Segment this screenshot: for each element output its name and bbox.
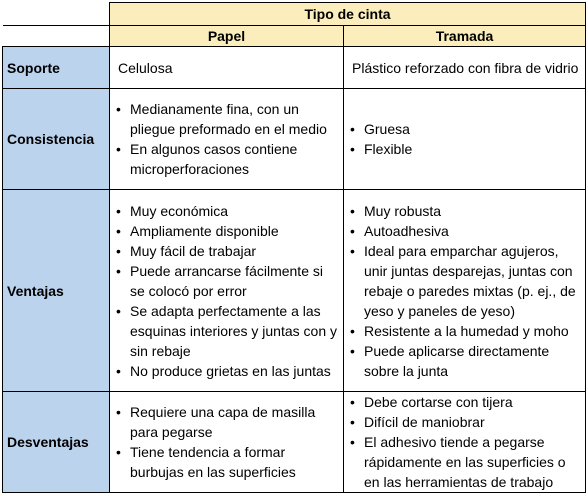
header-group-cell: Tipo de cinta	[110, 3, 586, 26]
column-header-papel: Papel	[110, 26, 344, 47]
column-header-tramada: Tramada	[344, 26, 586, 47]
row-header-soporte: Soporte	[3, 47, 110, 89]
header-group-row	[3, 3, 586, 26]
cell-ventajas-tramada	[344, 190, 586, 392]
corner-cell-2	[3, 26, 110, 47]
list-item: • El adhesivo tiende a pegarse rápidamente en las superficies o en las herramientas de trabajo	[348, 432, 581, 492]
list-item: • Ampliamente disponible	[114, 221, 339, 241]
cell-consistencia-papel	[110, 89, 344, 190]
list-item: • Medianamente fina, con un pliegue preformado en el medio	[114, 99, 339, 139]
table-row-soporte	[3, 47, 586, 89]
list-item: • Puede aplicarse directamente sobre la junta	[348, 341, 581, 381]
bullet-list	[348, 201, 581, 381]
list-item: • Muy fácil de trabajar	[114, 241, 339, 261]
list-item: • Muy robusta	[348, 201, 581, 221]
table-row-consistencia	[3, 89, 586, 190]
table-row-desventajas	[3, 392, 586, 493]
list-item: • Flexible	[348, 139, 581, 159]
bullet-list	[348, 119, 581, 159]
list-item: • Puede arrancarse fácilmente si se colocó por error	[114, 261, 339, 301]
list-item: • Autoadhesiva	[348, 221, 581, 241]
cell-soporte-papel: Celulosa	[110, 47, 344, 89]
row-header-consistencia: Consistencia	[3, 89, 110, 190]
list-item: • Gruesa	[348, 119, 581, 139]
row-header-ventajas: Ventajas	[3, 190, 110, 392]
cell-ventajas-papel	[110, 190, 344, 392]
bullet-list	[114, 402, 339, 482]
list-item: • Difícil de maniobrar	[348, 412, 581, 432]
list-item: • Se adapta perfectamente a las esquinas interiores y juntas con y sin rebaje	[114, 301, 339, 361]
list-item: • Requiere una capa de masilla para pegarse	[114, 402, 339, 442]
corner-cell	[3, 3, 110, 26]
list-item: • Muy económica	[114, 201, 339, 221]
list-item: • Resistente a la humedad y moho	[348, 321, 581, 341]
cell-desventajas-papel	[110, 392, 344, 493]
cell-desventajas-tramada	[344, 392, 586, 493]
list-item: • Tiene tendencia a formar burbujas en las superficies	[114, 442, 339, 482]
cell-consistencia-tramada	[344, 89, 586, 190]
table-row-ventajas	[3, 190, 586, 392]
list-item: • No produce grietas en las juntas	[114, 361, 339, 381]
list-item: • Debe cortarse con tijera	[348, 392, 581, 412]
cell-soporte-tramada: Plástico reforzado con fibra de vidrio	[344, 47, 586, 89]
column-header-row	[3, 26, 586, 47]
bullet-list	[348, 392, 581, 492]
comparison-table	[2, 2, 586, 493]
bullet-list	[114, 201, 339, 381]
row-header-desventajas: Desventajas	[3, 392, 110, 493]
bullet-list	[114, 99, 339, 179]
list-item: • Ideal para emparchar agujeros, unir juntas desparejas, juntas con rebaje o paredes mixtas (p. ej., de yeso y paneles de yeso)	[348, 241, 581, 321]
list-item: • En algunos casos contiene microperforaciones	[114, 139, 339, 179]
